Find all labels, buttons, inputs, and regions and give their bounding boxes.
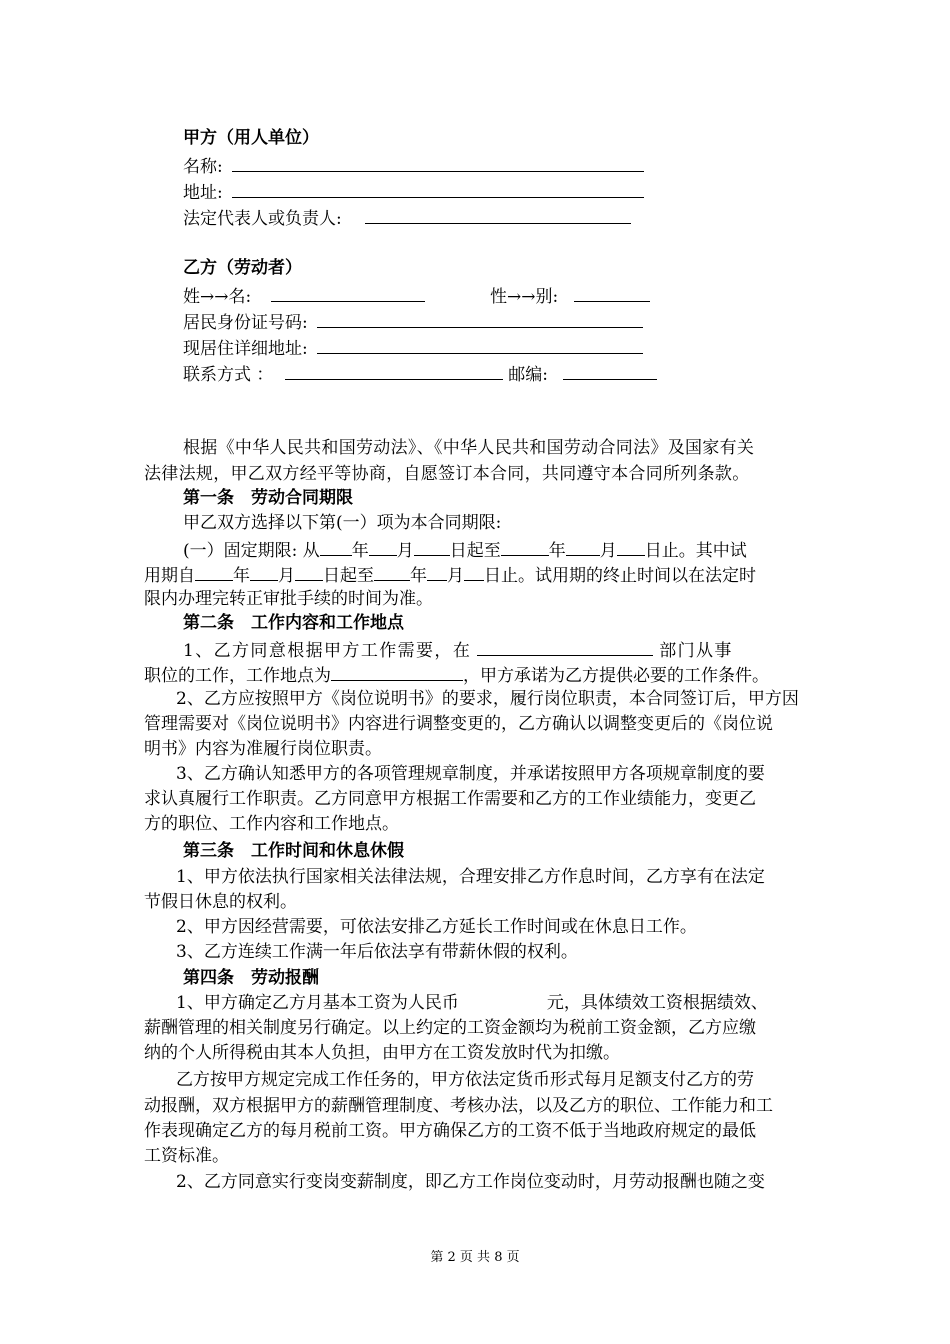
article-2-p1-line-1 [183, 637, 733, 663]
article-2-p2-line-3: 明书》内容为准履行岗位职责。 [144, 739, 382, 759]
day-end-label: 日止。其中试 [644, 541, 747, 561]
year-label: 年 [233, 566, 250, 586]
party-b-heading: 乙方（劳动者） [183, 258, 302, 278]
probation-end-text: 日止。试用期的终止时间以在法定时 [484, 566, 756, 586]
party-b-name-field[interactable] [271, 283, 425, 302]
start-month-field[interactable] [369, 537, 397, 556]
party-b-gender-label: 性→→别: [490, 287, 559, 307]
month-label: 月 [447, 566, 464, 586]
party-a-address-label: 地址: [183, 183, 223, 203]
party-b-id-field[interactable] [317, 309, 643, 328]
work-location-field[interactable] [331, 662, 463, 681]
party-a-name-field[interactable] [232, 153, 644, 172]
year-label: 年 [548, 541, 566, 561]
start-year-field[interactable] [320, 537, 352, 556]
month-label: 月 [599, 541, 617, 561]
party-b-address-row [183, 335, 643, 361]
article-4-p1-line-1 [176, 991, 768, 1015]
p1-text-d: ，甲方承诺为乙方提供必要的工作条件。 [463, 666, 769, 686]
article-4-p2-line-1: 乙方按甲方规定完成工作任务的，甲方依法定货币形式每月足额支付乙方的劳 [176, 1070, 754, 1090]
party-b-contact-label: 联系方式 ： [183, 365, 274, 385]
p1-text-a: 1、乙方同意根据甲方工作需要，在 [183, 641, 472, 661]
day-to-label: 日起至 [449, 541, 501, 561]
party-b-contact-row [183, 361, 657, 387]
article-3-p1-line-2: 节假日休息的权利。 [144, 892, 297, 912]
year-label: 年 [410, 566, 427, 586]
party-a-rep-row [183, 205, 631, 231]
article-2-p3-line-2: 求认真履行工作职责。乙方同意甲方根据工作需要和乙方的工作业绩能力，变更乙 [144, 789, 756, 809]
end-year-field[interactable] [501, 537, 549, 556]
party-b-zip-label: 邮编: [508, 365, 548, 385]
article-4-title: 第四条 劳动报酬 [183, 968, 319, 988]
article-2-p1-line-2 [144, 662, 769, 688]
probation-start-year-field[interactable] [195, 562, 233, 581]
party-a-rep-label: 法定代表人或负责人: [183, 209, 342, 229]
article-1-line-3 [144, 562, 756, 588]
party-b-id-label: 居民身份证号码: [183, 313, 308, 333]
article-2-p3-line-1: 3、乙方确认知悉甲方的各项管理规章制度，并承诺按照甲方各项规章制度的要 [176, 764, 765, 784]
intro-line-2: 法律法规，甲乙双方经平等协商，自愿签订本合同，共同遵守本合同所列条款。 [144, 464, 750, 484]
party-b-gender-field[interactable] [574, 283, 650, 302]
end-day-field[interactable] [617, 537, 645, 556]
article-2-p2-line-2: 管理需要对《岗位说明书》内容进行调整变更的，乙方确认以调整变更后的《岗位说 [144, 714, 773, 734]
party-b-address-label: 现居住详细地址: [183, 339, 308, 359]
fixed-term-label: (一）固定期限: 从 [183, 541, 320, 561]
department-field[interactable] [477, 637, 653, 656]
party-a-name-row [183, 153, 644, 179]
article-2-title: 第二条 工作内容和工作地点 [183, 613, 404, 633]
article-3-p2: 2、甲方因经营需要，可依法安排乙方延长工作时间或在休息日工作。 [176, 917, 697, 937]
start-day-field[interactable] [414, 537, 450, 556]
party-a-address-field[interactable] [232, 179, 644, 198]
party-a-address-row [183, 179, 644, 205]
probation-end-month-field[interactable] [427, 562, 447, 581]
probation-start-month-field[interactable] [250, 562, 278, 581]
article-1-line-2 [183, 537, 747, 563]
article-3-p3: 3、乙方连续工作满一年后依法享有带薪休假的权利。 [176, 942, 578, 962]
article-4-p2-line-2: 动报酬，双方根据甲方的薪酬管理制度、考核办法，以及乙方的职位、工作能力和工 [144, 1096, 773, 1116]
party-b-address-field[interactable] [317, 335, 643, 354]
article-1-line-4: 限内办理完转正审批手续的时间为准。 [144, 589, 433, 609]
article-4-p3-line-1: 2、乙方同意实行变岗变薪制度，即乙方工作岗位变动时，月劳动报酬也随之变 [176, 1172, 765, 1192]
article-2-p3-line-3: 方的职位、工作内容和工作地点。 [144, 814, 399, 834]
article-1-title: 第一条 劳动合同期限 [183, 488, 353, 508]
party-b-name-row [183, 283, 425, 309]
month-label: 月 [278, 566, 295, 586]
party-b-gender-row [490, 283, 650, 309]
article-1-line-1: 甲乙双方选择以下第(一）项为本合同期限: [183, 513, 502, 533]
party-b-zip-field[interactable] [563, 361, 657, 380]
probation-end-year-field[interactable] [374, 562, 410, 581]
article-3-p1-line-1: 1、甲方依法执行国家相关法律法规，合理安排乙方作息时间，乙方享有在法定 [176, 867, 765, 887]
probation-end-day-field[interactable] [464, 562, 484, 581]
page-number: 第 2 页 共 8 页 [430, 1250, 520, 1265]
probation-label: 用期自 [144, 566, 195, 586]
end-month-field[interactable] [566, 537, 600, 556]
p1-text-c: 职位的工作，工作地点为 [144, 666, 331, 686]
party-b-id-row [183, 309, 643, 335]
article-4-p2-line-3: 作表现确定乙方的每月税前工资。甲方确保乙方的工资不低于当地政府规定的最低 [144, 1121, 756, 1141]
intro-line-1: 根据《中华人民共和国劳动法》、《中华人民共和国劳动合同法》及国家有关 [183, 438, 755, 458]
month-label: 月 [396, 541, 414, 561]
party-a-heading: 甲方（用人单位） [183, 128, 319, 148]
salary-text-a: 1、甲方确定乙方月基本工资为人民币 [176, 993, 459, 1013]
article-4-p1-line-2: 薪酬管理的相关制度另行确定。以上约定的工资金额均为税前工资金额，乙方应缴 [144, 1018, 756, 1038]
salary-text-b: 元，具体绩效工资根据绩效、 [546, 993, 768, 1013]
probation-start-day-field[interactable] [295, 562, 323, 581]
p1-text-b: 部门从事 [659, 641, 733, 661]
party-b-name-label: 姓→→名: [183, 287, 252, 307]
article-2-p2-line-1: 2、乙方应按照甲方《岗位说明书》的要求，履行岗位职责，本合同签订后，甲方因 [176, 689, 799, 709]
party-b-contact-field[interactable] [285, 361, 503, 380]
party-a-name-label: 名称: [183, 157, 223, 177]
year-label: 年 [351, 541, 369, 561]
article-4-p1-line-3: 纳的个人所得税由其本人负担，由甲方在工资发放时代为扣缴。 [144, 1043, 620, 1063]
day-to-label: 日起至 [323, 566, 374, 586]
article-4-p2-line-4: 工资标准。 [144, 1146, 229, 1166]
article-3-title: 第三条 工作时间和休息休假 [183, 841, 404, 861]
party-a-rep-field[interactable] [365, 205, 631, 224]
